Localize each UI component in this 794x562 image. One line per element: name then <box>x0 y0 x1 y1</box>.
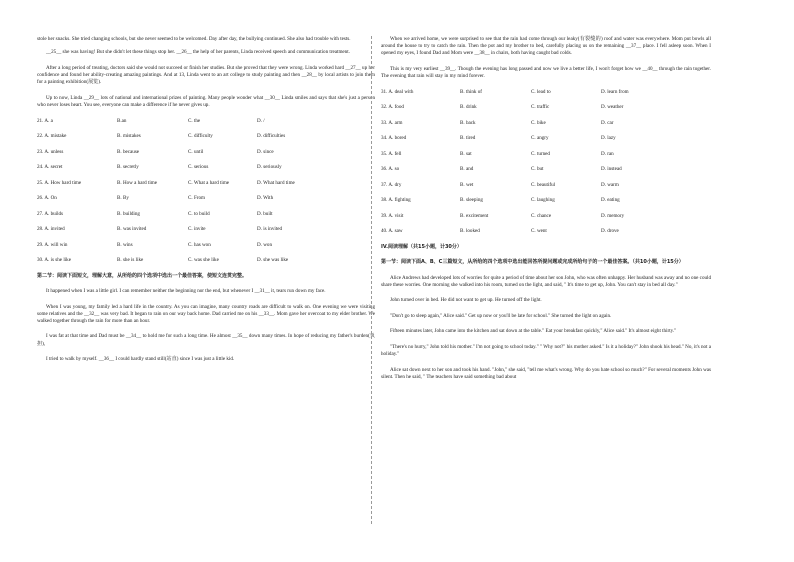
passage-paragraph: I was fat at that time and Dad must be __34__ to hold me for such a long time. He almost __35__ down many times. In hope of reducing my father's burden(负担), <box>37 333 375 347</box>
options-list <box>381 89 711 236</box>
option-b: B. By <box>117 195 129 201</box>
option-row-24 <box>37 164 375 171</box>
options-list <box>37 118 375 265</box>
option-b: B. was invited <box>117 226 147 232</box>
option-c: C. angry <box>531 135 549 142</box>
option-b: B. wins <box>117 241 133 248</box>
passage-paragraph: John turned over in bed. He did not want to get up. He turned off the light. <box>390 297 542 304</box>
column-divider <box>371 36 372 524</box>
option-row-27 <box>37 211 375 218</box>
option-a: 21. A. a <box>37 117 53 124</box>
option-b: B. secretly <box>117 164 139 170</box>
option-d: D. memory <box>601 212 625 219</box>
option-a: 37. A. dry <box>381 181 402 188</box>
option-b: B. because <box>117 148 140 155</box>
option-d: D. With <box>257 195 274 201</box>
option-a: 34. A. bored <box>381 135 407 142</box>
passage-paragraph: It happened when I was a little girl. I can remember neither the beginning nor the end, but whenever I __31__ it, tears run down my face. <box>46 288 326 294</box>
option-c: C. went <box>531 228 547 235</box>
option-a: 30. A. is she like <box>37 257 71 263</box>
passage-paragraph: __25__ she was having! But she didn't let these things stop her. __26__ the help of her parents, Linda received speech and communication treatment. <box>46 49 350 56</box>
option-c: C. What a hard time <box>188 179 230 186</box>
option-c: C. bike <box>531 119 546 126</box>
option-d: D. What hard time <box>257 179 295 186</box>
option-row-39 <box>381 213 711 220</box>
passage-paragraph: Up to now, Linda __29__ lots of national and international prizes of painting. Many people wonder what __30__ Linda smiles and says that she's just a person who never loses heart. You see, everyone can make a difference if he never gives up. <box>37 94 375 108</box>
option-c: C. until <box>188 148 204 155</box>
option-a: 32. A. food <box>381 104 404 111</box>
option-row-21 <box>37 118 375 125</box>
passage-paragraph: Alice sat down next to her son and took his hand. "John," she said, "tell me what's wrong. Why do you hate school so much?" For several moments John was silent. Then he said, " The teachers have said something bad about <box>381 366 711 380</box>
section-heading: 第二节：阅读下面短文，理解大意，从所给的四个选项中选出一个最佳答案，使短文连贯完整。 <box>37 272 248 279</box>
option-b: B.an <box>117 117 127 124</box>
option-c: C. chance <box>531 212 552 219</box>
option-row-23 <box>37 149 375 156</box>
option-c: C. traffic <box>531 104 550 111</box>
option-c: C. the <box>188 117 201 124</box>
left-column <box>37 36 375 372</box>
option-b: B. tired <box>460 135 476 142</box>
option-c: C. to build <box>188 210 210 217</box>
passage-paragraph: When we arrived home, we were surprised to see that the rain had come through our leaky(有裂缝的) roof and water was everywhere. Mom put bowls all around the house to try to catch the rain. Then the pot and my brother to bed, carefully placing us on the remaining __37__ place. I fell asleep soon. When I opened my eyes, I found Dad and Mom were __38__ in chairs, both having caught bad colds. <box>381 36 711 57</box>
option-d: D. difficulties <box>257 133 286 139</box>
option-row-29 <box>37 242 375 249</box>
passage-paragraph: "There's no hurry," John told his mother." I'm not going to school today." " Why not?" his mother asked." Is it a holiday?" John shook his head." No, it's not a holiday." <box>381 343 711 358</box>
option-d: D. seriously <box>257 164 282 170</box>
option-a: 40. A. saw <box>381 228 403 235</box>
option-c: C. lead to <box>531 88 551 95</box>
option-d: D. learn from <box>601 88 629 95</box>
option-row-30 <box>37 257 375 264</box>
passage-paragraph: When I was young, my family led a hard life in the country. As you can imagine, many country roads are difficult to walk on. One evening we were visiting some relatives and the __32__ was very bad. It began to rain on our way back home. Dad carried me on his __33__. Mom gave her overcoat to my elder brother. We walked together through the rain for more than an hour. <box>37 303 375 324</box>
option-c: C. was she like <box>188 257 219 263</box>
option-b: B. and <box>460 166 474 173</box>
option-row-37 <box>381 182 711 189</box>
option-c: C. invite <box>188 226 206 232</box>
option-d: D. / <box>257 117 265 124</box>
option-row-31 <box>381 89 711 96</box>
option-row-26 <box>37 195 375 202</box>
option-a: 38. A. fighting <box>381 197 411 204</box>
option-b: B. wet <box>460 181 474 188</box>
option-c: C. has won <box>188 241 211 248</box>
passage-paragraph: I tried to walk by myself. __36__ I could hardly stand still(站直) since I was just a little kid. <box>46 356 235 363</box>
option-a: 33. A. arm <box>381 119 403 126</box>
option-row-32 <box>381 104 711 111</box>
option-d: D. she was like <box>257 257 289 263</box>
option-d: D. eating <box>601 197 620 204</box>
option-d: D. instead <box>601 166 622 173</box>
option-a: 24. A. secret <box>37 164 63 170</box>
option-d: D. is invited <box>257 226 283 232</box>
passage-paragraph: After a long period of treating, doctors said she would not succeed or finish her studies. But she proved that they were wrong. Linda worked hard __27__ up her confidence and found her ability-creating amazing paintings. And at 13, Linda went to an art college to study painting and then __28__ by local artists to join them for a painting exhibition(展览). <box>37 64 375 86</box>
option-a: 31. A. deal with <box>381 88 414 95</box>
option-a: 39. A. visit <box>381 212 404 219</box>
option-b: B. back <box>460 119 476 126</box>
option-a: 25. A. How hard time <box>37 179 82 186</box>
option-d: D. ran <box>601 150 614 157</box>
option-d: D. lazy <box>601 135 616 142</box>
option-b: B. sat <box>460 150 472 157</box>
option-d: D. warm <box>601 181 619 188</box>
option-d: D. weather <box>601 104 624 111</box>
passage-paragraph: Fifteen minutes later, John came into the kitchen and sat down at the table." Eat your breakfast quickly," Alice said." It's almost eight thirty." <box>390 328 677 335</box>
option-b: B. How a hard time <box>117 179 158 186</box>
option-a: 35. A. fell <box>381 150 402 157</box>
option-d: D. drove <box>601 228 619 235</box>
passage-paragraph: stole her snacks. She tried changing schools, but she never seemed to be welcomed. Day after day, the bullying continued. She also had trouble with tests. <box>37 36 351 42</box>
option-row-35 <box>381 151 711 158</box>
option-b: B. she is like <box>117 257 144 263</box>
passage-paragraph: This is my very earliest __39__. Though the evening has long passed and now we live a better life, I won't forget how we __40__ through the rain together. The evening that rain will stay in my mind forever. <box>381 65 711 80</box>
option-row-34 <box>381 135 711 142</box>
option-b: B. excitement <box>460 212 489 219</box>
option-b: B. looked <box>460 228 480 235</box>
option-b: B. mistakes <box>117 133 141 139</box>
option-c: C. From <box>188 195 205 201</box>
option-a: 26. A. On <box>37 195 57 201</box>
right-column <box>381 36 711 389</box>
option-b: B. building <box>117 210 140 217</box>
section-heading: 第一节：阅读下面A、B、C三篇短文，从所给的四个选项中选出能回答所提问题或完成所给句子的一个最佳答案。（共10小题，计15分） <box>381 259 684 266</box>
passage-paragraph: "Don't go to sleep again," Alice said." Get up now or you'll be late for school." She turned the light on again. <box>390 312 612 319</box>
option-row-25 <box>37 180 375 187</box>
option-a: 29. A. will win <box>37 241 68 248</box>
option-d: D. car <box>601 119 614 126</box>
option-c: C. difficulty <box>188 133 213 139</box>
option-b: B. sleeping <box>460 197 483 204</box>
option-c: C. turned <box>531 150 550 157</box>
option-row-33 <box>381 120 711 127</box>
option-a: 36. A. so <box>381 166 400 173</box>
option-a: 28. A. invited <box>37 226 65 232</box>
option-d: D. built <box>257 210 273 217</box>
option-a: 27. A. builds <box>37 210 64 217</box>
option-c: C. laughing <box>531 197 555 204</box>
option-c: C. beautiful <box>531 181 556 188</box>
option-row-38 <box>381 197 711 204</box>
option-row-40 <box>381 228 711 235</box>
passage-paragraph: Alice Andrews had developed lots of worries for quite a period of time about her son John, who was often unhappy. Her husband was away and no one could share these worries. One morning she walked into his room, turned on the light, and said, " It's time to get up, John. You can't stay in bed all day." <box>381 274 711 288</box>
option-a: 22. A. mistake <box>37 133 67 139</box>
option-row-28 <box>37 226 375 233</box>
option-c: C. but <box>531 166 544 173</box>
option-c: C. serious <box>188 164 209 170</box>
option-b: B. think of <box>460 88 482 95</box>
option-a: 23. A. unless <box>37 148 64 155</box>
section-title: IV.阅读理解（共15小题，计30分） <box>381 243 462 250</box>
option-d: D. won <box>257 241 272 248</box>
option-row-22 <box>37 133 375 140</box>
option-b: B. drink <box>460 104 477 111</box>
option-d: D. since <box>257 148 274 155</box>
option-row-36 <box>381 166 711 173</box>
